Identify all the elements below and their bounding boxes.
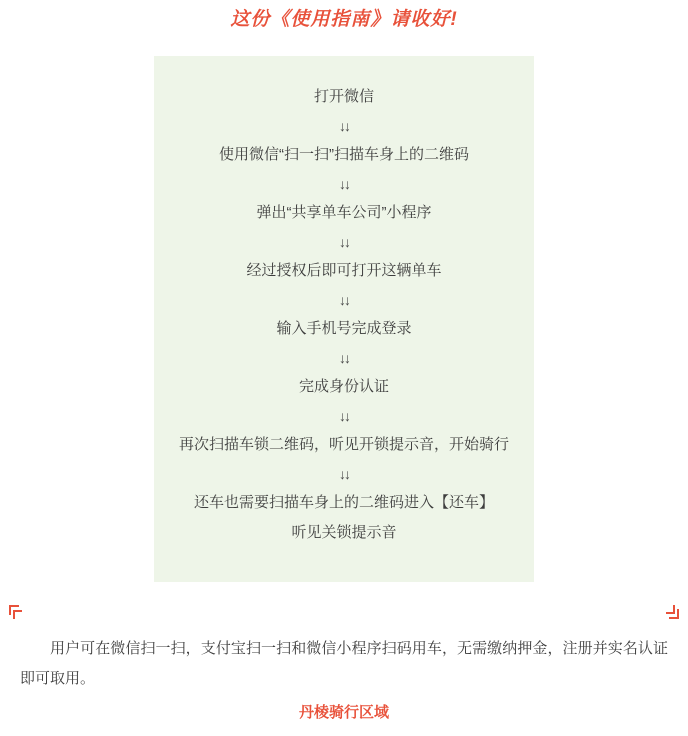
step-item-1: 打开微信	[313, 88, 374, 105]
body-paragraph: 用户可在微信扫一扫，支付宝扫一扫和微信小程序扫码用车，无需缴纳押金，注册并实名认证即可取用。	[20, 640, 668, 687]
footer-section-title: 丹棱骑行区域	[298, 704, 389, 721]
down-arrow-icon-1: ↓↓	[339, 118, 349, 134]
page-title: 这份《使用指南》请收好!	[230, 9, 458, 30]
step-item-5: 输入手机号完成登录	[276, 320, 412, 337]
down-arrow-icon-3: ↓↓	[339, 234, 349, 250]
down-arrow-icon-7: ↓↓	[339, 466, 349, 482]
corner-bracket-left-icon	[8, 604, 24, 620]
step-item-7: 再次扫描车锁二维码，听见开锁提示音，开始骑行	[178, 436, 509, 453]
step-item-4: 经过授权后即可打开这辆单车	[246, 262, 442, 279]
corner-bracket-right-icon	[664, 604, 680, 620]
step-item-2: 使用微信“扫一扫”扫描车身上的二维码	[219, 146, 469, 163]
down-arrow-icon-2: ↓↓	[339, 176, 349, 192]
step-item-6: 完成身份认证	[298, 378, 389, 395]
step-item-tail: 听见关锁提示音	[291, 524, 397, 541]
step-item-8: 还车也需要扫描车身上的二维码进入【还车】	[193, 494, 494, 511]
step-item-3: 弹出“共享单车公司”小程序	[256, 204, 432, 221]
steps-flow-box	[154, 56, 534, 582]
decorative-bracket-row	[0, 604, 688, 628]
down-arrow-icon-6: ↓↓	[339, 408, 349, 424]
down-arrow-icon-4: ↓↓	[339, 292, 349, 308]
down-arrow-icon-5: ↓↓	[339, 350, 349, 366]
